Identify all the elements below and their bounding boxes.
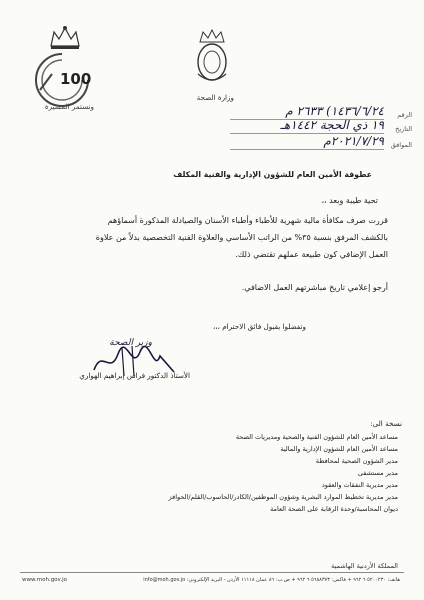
corresponding-underline [230, 149, 384, 150]
copy-to-recipient: مساعد الأمين العام للشؤون الفنية والصحية ومديريات الصحة [235, 433, 398, 441]
ref-value: ١٤٣٦/٦/٢٤) ٢٦٣٣ م [285, 104, 384, 118]
copy-to-recipient: مدير مستشفى [357, 469, 398, 477]
corresponding-label: الموافق [390, 141, 412, 149]
centenary-number: 100 [60, 70, 92, 88]
body-request: أرجو إعلامي تاريخ مباشرتهم العمل الاضافي. [241, 283, 388, 292]
body-line-3: العمل الإضافي كون طبيعة عملهم تقتضي ذلك. [235, 250, 388, 259]
copy-to-recipient: مساعد الأمين العام للشؤون الإدارية والمالية [280, 445, 398, 453]
copy-to-label: نسخة الى: [370, 419, 402, 428]
footer-contacts: هاتف: ٥٢٠٠٢٣٠ ٦ ٩٦٢ + فاكس: ٥٦٨٨٣٧٣ ٦ ٩٦٢ + ص.ب: ٨٦ عمان ١١١١٨ الأردن - البريد الإلكتروني: info@moh.gov.jo [143, 577, 400, 583]
crown-emblem-left [48, 24, 82, 50]
footer-country: المملكة الأردنية الهاشمية [331, 562, 398, 570]
body-line-2: بالكشف المرفق بنسبة ٣٥% من الراتب الأساسي والعلاوة الفنية التخصصية بدلاً من علاوة [95, 233, 388, 242]
ref-label: الرقم [397, 111, 412, 119]
copy-to-recipient: مدير الشؤون الصحية لمحافظة [315, 457, 398, 465]
copy-to-recipient: ديوان المحاسبة/وحدة الرقابة على الصحة العامة [270, 505, 398, 513]
footer-website-link[interactable]: www.moh.gov.jo [22, 577, 68, 583]
footer-rule [20, 572, 404, 573]
copy-to-recipient: مدير مديرية تخطيط الموارد البشرية وشؤون الموظفين/الكادر/الحاسوب/القلم/الحوافز [168, 493, 398, 501]
date-value: ١٩ ذي الحجة ١٤٤٢هـ [280, 118, 384, 132]
signature-name: الأستاذ الدكتور فراس إبراهيم الهواري [79, 371, 190, 380]
signature-handwritten-title: وزير الصحة [109, 338, 152, 348]
addressee: عطوفة الأمين العام للشؤون الإدارية والفنية المكلف [173, 170, 372, 179]
body-line-1: قررت صرف مكافأة مالية شهرية للأطباء وأطباء الأسنان والصيادلة المذكورة أسماؤهم [107, 216, 388, 225]
slogan-text: ونستمر المسيرة [44, 102, 94, 111]
closing: وتفضلوا بقبول فائق الاحترام ،،، [212, 322, 306, 331]
date-label: التاريخ [395, 125, 412, 133]
copy-to-recipient: مدير مديرية النفقات والعقود [321, 481, 398, 489]
ministry-name: وزارة الصحة [196, 93, 234, 102]
corresponding-value: ٢٠٢١/٧/٢٩م [323, 134, 384, 148]
crown-emblem-center [192, 28, 232, 88]
greeting: تحية طيبة وبعد ،، [321, 196, 378, 205]
